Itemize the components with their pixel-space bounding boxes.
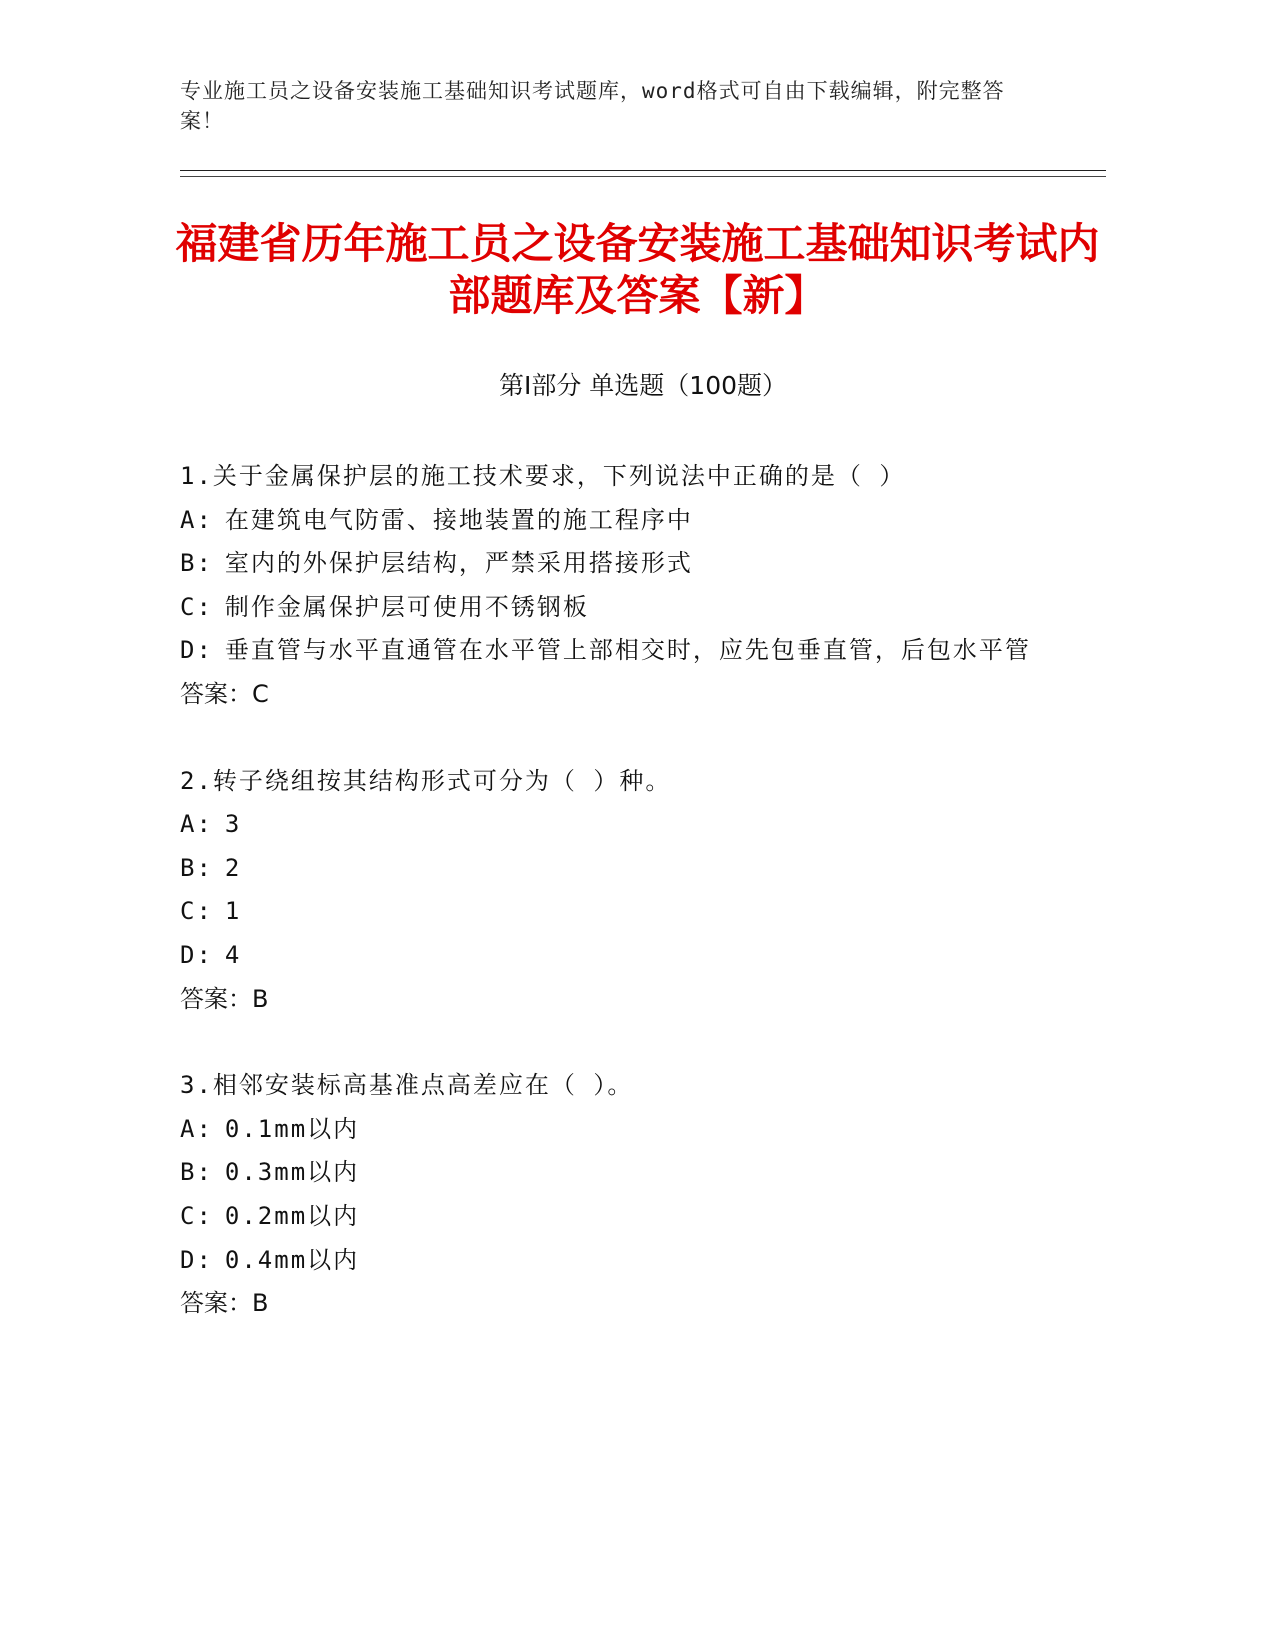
- answer-value: B: [252, 984, 269, 1013]
- option-c: [180, 890, 1040, 934]
- option-text: 室内的外保护层结构，严禁采用搭接形式: [224, 549, 693, 578]
- question-item: [180, 455, 1040, 717]
- option-label: D:: [180, 636, 213, 665]
- option-label: C:: [180, 897, 213, 926]
- option-d: [180, 629, 1040, 673]
- document-title: 福建省历年施工员之设备安装施工基础知识考试内部题库及答案【新】: [175, 219, 1100, 320]
- question-stem: 1.关于金属保护层的施工技术要求，下列说法中正确的是（ ）: [180, 462, 906, 490]
- option-a: [180, 803, 1040, 847]
- answer-prefix: 答案：: [180, 679, 252, 708]
- option-a: [180, 1108, 1040, 1152]
- question-item: [180, 760, 1040, 1022]
- option-text: 4: [224, 940, 242, 969]
- option-text: 0.1mm以内: [224, 1114, 360, 1143]
- option-label: A:: [180, 810, 213, 839]
- option-label: B:: [180, 549, 213, 578]
- option-label: C:: [180, 592, 213, 621]
- header-rule-thick: [180, 170, 1106, 171]
- question-list: [180, 455, 1040, 1369]
- answer-prefix: 答案：: [180, 984, 252, 1013]
- question-item: [180, 1064, 1040, 1326]
- answer-value: C: [252, 679, 269, 708]
- question-stem: 3.相邻安装标高基准点高差应在（ ）。: [180, 1071, 634, 1100]
- option-label: A:: [180, 505, 213, 534]
- option-text: 2: [224, 853, 242, 882]
- header-note: 专业施工员之设备安装施工基础知识考试题库，word格式可自由下载编辑，附完整答案！: [180, 79, 1005, 133]
- answer-line: [180, 673, 1040, 717]
- option-text: 制作金属保护层可使用不锈钢板: [224, 592, 589, 621]
- option-label: D:: [180, 940, 213, 969]
- option-text: 0.2mm以内: [224, 1201, 360, 1230]
- question-stem: 2.转子绕组按其结构形式可分为（ ）种。: [180, 766, 672, 795]
- option-c: [180, 586, 1040, 630]
- option-text: 0.4mm以内: [224, 1245, 360, 1274]
- option-b: [180, 542, 1040, 586]
- option-a: [180, 499, 1040, 543]
- option-label: B:: [180, 853, 213, 882]
- option-text: 0.3mm以内: [224, 1158, 360, 1187]
- option-label: A:: [180, 1114, 213, 1143]
- answer-line: [180, 978, 1040, 1022]
- option-b: [180, 1151, 1040, 1195]
- section-heading: 第Ⅰ部分 单选题（100题）: [498, 371, 788, 400]
- option-d: [180, 934, 1040, 978]
- option-text: 在建筑电气防雷、接地装置的施工程序中: [224, 505, 693, 534]
- option-b: [180, 847, 1040, 891]
- answer-value: B: [252, 1289, 269, 1318]
- answer-prefix: 答案：: [180, 1289, 252, 1318]
- option-d: [180, 1239, 1040, 1283]
- option-c: [180, 1195, 1040, 1239]
- answer-line: [180, 1282, 1040, 1326]
- option-text: 垂直管与水平直通管在水平管上部相交时，应先包垂直管，后包水平管: [224, 636, 1031, 665]
- option-label: C:: [180, 1201, 213, 1230]
- header-rule-thin: [180, 176, 1106, 177]
- option-label: D:: [180, 1245, 213, 1274]
- option-text: 3: [224, 810, 242, 839]
- option-text: 1: [224, 897, 242, 926]
- option-label: B:: [180, 1158, 213, 1187]
